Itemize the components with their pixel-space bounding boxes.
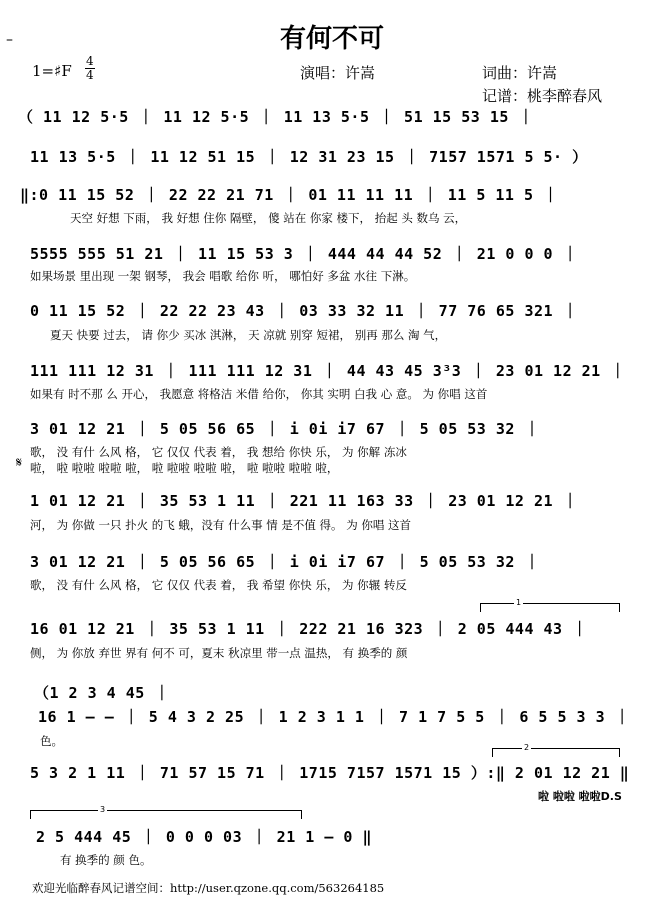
lyrics-row-8: 河， 为 你做 一只 扑火 的飞 蛾，没有 什么事 情 是不值 得。 为 你唱 这首 xyxy=(30,518,412,532)
score-row-6: 111 111 12 31 ｜ 111 111 12 31 ｜ 44 43 45 3³3 ｜ 23 01 12 21 ｜ xyxy=(30,362,626,380)
score-row-13: 2 5 444 45 ｜ 0 0 0 03 ｜ 21 1 – 0 ‖ xyxy=(36,828,372,846)
page-title: 有何不可 xyxy=(280,24,385,54)
volta-bracket-3: 3 xyxy=(30,810,302,811)
score-row-8: 1 01 12 21 ｜ 35 53 1 11 ｜ 221 11 163 33 ｜ 23 01 12 21 ｜ xyxy=(30,492,579,510)
lyrics-row-11: 色。 xyxy=(40,734,63,748)
transcriber-credit: 记谱：桃李醉春风 xyxy=(482,87,603,105)
lyrics-row-10: 侧， 为 你放 弃世 界有 何不 可，夏末 秋凉里 带一点 温热， 有 换季的 颜 xyxy=(30,646,408,660)
composer-credit: 词曲：许嵩 xyxy=(482,64,558,82)
lyrics-row-13: 有 换季的 颜 色。 xyxy=(60,853,152,867)
score-row-5: 0 11 15 52 ｜ 22 22 23 43 ｜ 03 33 32 11 ｜ 77 76 65 321 ｜ xyxy=(30,302,579,320)
lyrics-row-9: 歌， 没 有什 么风 格， 它 仅仅 代表 着， 我 希望 你快 乐， 为 你辗 转反 xyxy=(30,578,407,592)
score-row-3: ‖:0 11 15 52 ｜ 22 22 21 71 ｜ 01 11 11 11 ｜ 11 5 11 5 ｜ xyxy=(20,186,559,204)
footer-link-text: 欢迎光临醉春风记谱空间：http://user.qzone.qq.com/563264185 xyxy=(32,881,385,895)
score-row-2: 11 13 5·5 ｜ 11 12 51 15 ｜ 12 31 23 15 ｜ 7157 1571 5 5· ） xyxy=(30,148,588,166)
ds-marking: 啦 啦啦 啦啦D.S xyxy=(538,790,622,803)
score-row-9: 3 01 12 21 ｜ 5 05 56 65 ｜ i 0i i7 67 ｜ 5 05 53 32 ｜ xyxy=(30,553,540,571)
time-signature-bottom: 4 xyxy=(86,68,94,82)
score-row-4: 5555 555 51 21 ｜ 11 15 53 3 ｜ 444 44 44 52 ｜ 21 0 0 0 ｜ xyxy=(30,245,579,263)
score-row-11: 16 1 – – ｜ 5 4 3 2 25 ｜ 1 2 3 1 1 ｜ 7 1 7 5 5 ｜ 6 5 5 3 3 ｜ xyxy=(38,708,631,726)
volta-bracket-1: 1 xyxy=(480,603,620,604)
score-row-10: 16 01 12 21 ｜ 35 53 1 11 ｜ 222 21 16 323 ｜ 2 05 444 43 ｜ xyxy=(30,620,588,638)
lyrics-row-6: 如果有 时不那 么 开心， 我愿意 将格洁 米借 给你， 你其 实明 白我 心 意。 为 你唱 这首 xyxy=(30,387,488,401)
score-row-1: （ 11 12 5·5 ｜ 11 12 5·5 ｜ 11 13 5·5 ｜ 51 15 53 15 ｜ xyxy=(18,108,534,126)
lyrics-row-7: 歌， 没 有什 么风 格， 它 仅仅 代表 着， 我 想给 你快 乐， 为 你解 冻冰 xyxy=(30,445,407,459)
segno-sign: 𝄋 xyxy=(16,455,23,471)
lyrics-row-4: 如果场景 里出现 一架 钢琴， 我会 唱歌 给你 听， 哪怕好 多盆 水往 下淋。 xyxy=(30,269,416,283)
corner-dash: – xyxy=(6,32,13,48)
lyrics-row-7-alt: 啦， 啦 啦啦 啦啦 啦， 啦 啦啦 啦啦 啦， 啦 啦啦 啦啦 啦， xyxy=(30,461,339,475)
score-row-11-intro: （1 2 3 4 45 ｜ xyxy=(34,684,170,702)
score-row-7: 3 01 12 21 ｜ 5 05 56 65 ｜ i 0i i7 67 ｜ 5 05 53 32 ｜ xyxy=(30,420,540,438)
lyrics-row-5: 夏天 快要 过去， 请 你少 买冰 淇淋， 天 凉就 别穿 短裙， 别再 那么 淘 气， xyxy=(50,328,447,342)
key-signature: 1=♯F xyxy=(32,62,72,80)
time-signature-top: 4 xyxy=(86,54,94,68)
score-row-12: 5 3 2 1 11 ｜ 71 57 15 71 ｜ 1715 7157 1571 15 ）:‖ 2 01 12 21 ‖ xyxy=(30,764,630,782)
lyrics-row-3: 天空 好想 下雨， 我 好想 住你 隔壁， 傻 站在 你家 楼下， 抬起 头 数乌 云， xyxy=(70,211,467,225)
volta-bracket-2: 2 xyxy=(492,748,620,749)
singer-credit: 演唱：许嵩 xyxy=(300,64,376,82)
